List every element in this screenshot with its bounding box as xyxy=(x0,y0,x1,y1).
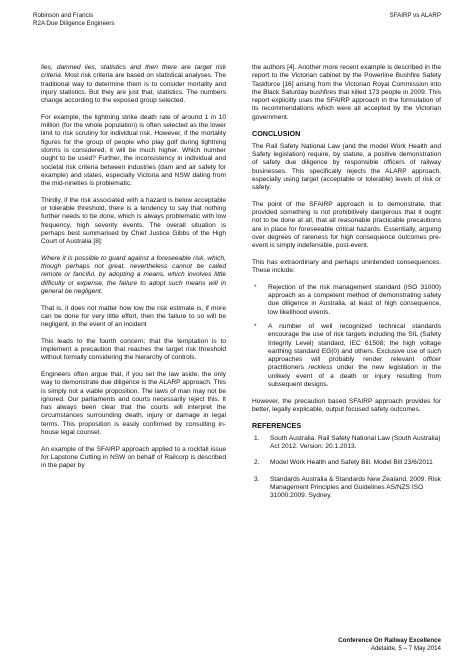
conclusion-paragraph-4: However, the precaution based SFAIRP approach provides for better, legally explicable, output focused safety outcomes. xyxy=(252,397,441,413)
consequence-list xyxy=(252,284,441,390)
left-paragraph-1 xyxy=(41,64,226,105)
reference-number: 2. xyxy=(254,459,260,467)
running-footer xyxy=(338,637,441,652)
left-paragraph-8: An example of the SFAIRP approach applied to a rockfall issue for Lapstone Cutting in NSW on behalf of Railcorp is described in the paper by xyxy=(41,445,226,470)
conclusion-paragraph-3: This has extraordinary and perhaps unintended consequences. These include: xyxy=(252,258,441,275)
conclusion-paragraph-1: The Rail Safety National Law (and the model Work Health and Safety legislation) require, by statute, a positive demonstration of safety due diligence by responsible officers of railway businesses. This specifically rejects the ALARP approach, especially using target (acceptable or tolerable) levels of risk or safety. xyxy=(252,142,441,192)
bullet-text-1: Rejection of the risk management standard (ISO 31000) approach as a competent method of demonstrating safety due diligence in Australia, at least of high consequence, low likelihood events. xyxy=(268,283,441,316)
conclusion-paragraph-2: The point of the SFAIRP approach is to demonstrate, that provided something is not prohibitively dangerous that it ought not to be done at all, that all reasonable practicable precautions are in place for foreseeable critical hazards. Essentially, arguing over degrees of rareness for high consequence outcomes pre-event is simply indefensible, post-event. xyxy=(252,200,441,250)
right-column xyxy=(252,64,441,509)
references-heading: REFERENCES xyxy=(252,421,302,431)
footer-place-date: Adelaide, 5 – 7 May 2014 xyxy=(370,644,441,652)
reference-number: 1. xyxy=(254,434,260,442)
left-paragraph-5: That is, it does not matter how low the risk estimate is, if more can be done for very little effort, then the failure to so will be negligent, in the event of an incident xyxy=(41,304,226,329)
reference-item xyxy=(252,459,441,467)
left-column xyxy=(41,64,226,479)
bullet-text-2b: practitioners xyxy=(268,364,309,372)
reference-item xyxy=(252,435,441,452)
left-paragraph-6: This leads to the fourth concern; that the temptation is to implement a precaution that reaches the target risk threshold without formally considering the hierarchy of controls. xyxy=(41,337,226,362)
bullet-mark: * xyxy=(254,322,257,330)
bullet-text-2a: A number of well recognized technical standards encourage the use of risk targets including the SIL (Safety Integrity Level) standard, IEC 61508; the high voltage earthing standard EG(0) and others. Exclusive use of such approaches will probably render relevant xyxy=(268,322,441,364)
running-header-left xyxy=(33,12,115,27)
header-short-title: SFAIRP vs ALARP xyxy=(389,12,441,19)
judicial-quote: Where it is possible to guard against a foreseeable risk, which, though perhaps not great, nevertheless cannot be called remote or fanciful, by adopting a means, which involves little difficulty or expense, the failure to adopt such means will in general be negligent. xyxy=(41,254,226,296)
list-item xyxy=(252,323,441,389)
running-header-right xyxy=(390,12,441,20)
header-authors: Robinson and Francis xyxy=(33,12,94,19)
bullet-text-officer: officer xyxy=(423,356,441,364)
left-paragraph-1-text: Most risk criteria are based on statistical analyses. The traditional way to determine them is to consider mortality and injury statistics. But they are just that, statistics. The numbers change according to the exposed group selected. xyxy=(41,72,226,105)
footer-conference: Conference On Railway Excellence xyxy=(338,637,441,644)
left-paragraph-3: Thirdly, if the risk associated with a hazard is below acceptable or tolerable threshold, there is a tendency to say that nothing further needs to be done, which is always problematic with low frequency, high severity events. The overall situation is perhaps best summarised by Chief Justice Gibbs of the High Court of Australia [8]: xyxy=(41,196,226,246)
reference-number: 3. xyxy=(254,475,260,483)
header-organisation: R2A Due Diligence Engineers xyxy=(33,19,115,27)
reference-text: Standards Australia & Standards New Zealand, 2009. Risk Management Principles and Guidelines AS/NZS ISO 31000:2009. Sydney. xyxy=(270,475,441,500)
right-paragraph-1: the authors [4]. Another more recent example is described in the report to the Victorian cabinet by the Powerline Bushfire Safety Taskforce [16] arising from the Victorian Royal Commission into the Black Saturday bushfires that killed 173 people in 2009. This report explicitly uses the SFAIRP approach in the formulation of its recommendations which were all accepted by the Victorian government. xyxy=(252,64,441,121)
conclusion-heading: CONCLUSION xyxy=(252,129,301,139)
left-paragraph-7: Engineers often argue that, if you set the law aside, the only way to demonstrate due diligence is the ALARP approach. This is simply not a viable proposition. The laws of man may not be ignored. Our parliaments and courts necessarily reject this. It has always been clear that the courts will interpret the circumstances surrounding death, injury or damage in legal terms. This proposition is easily confirmed by consulting in-house legal counsel. xyxy=(41,370,226,437)
left-paragraph-2: For example, the lightning strike death rate of around 1 in 10 million (for the whole population) is often selected as the lower limit to risk scrutiny for individual risk. However, if the mortality figures for the group of people who play golf during lightning storms is considered, it will be much higher. Which number ought to be used? Further, the inconsistency in individual and societal risk criteria between industries (dam and air safety for example) and states, especially Victoria and NSW dating from the mid-nineties is problematic. xyxy=(41,113,226,188)
references-list xyxy=(252,435,441,501)
bullet-text-reckless: reckless xyxy=(308,364,333,372)
reference-text: South Australia. Rail Safety National Law (South Australia) Act 2012. Version: 20.1.2013. xyxy=(270,434,441,451)
list-item xyxy=(252,284,441,317)
bullet-mark: * xyxy=(254,283,257,291)
reference-text: Model Work Health and Safety Bill. Model Bill 23/6/2011 xyxy=(270,459,433,467)
reference-item xyxy=(252,476,441,501)
left-paragraph-1-italic: lies, damned lies, statistics and then there are target risk criteria. xyxy=(41,64,226,80)
bullet-text-2c: under the new legislation in the unlikely event of a death or injury resulting from subsequent designs. xyxy=(268,364,441,388)
